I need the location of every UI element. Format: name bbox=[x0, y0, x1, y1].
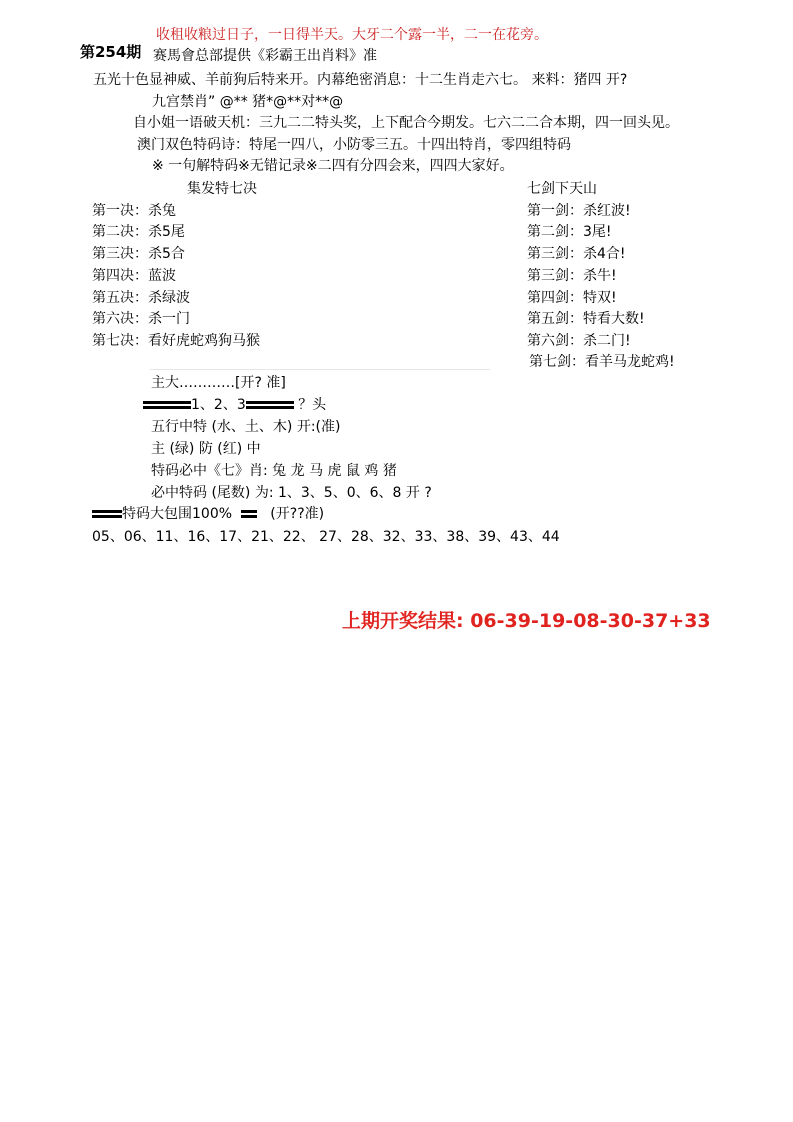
color-line: 主 (绿) 防 (红) 中 bbox=[151, 441, 261, 457]
intro-line-2: 九宫禁肖” @** 猪*@**对**@ bbox=[152, 94, 344, 110]
right-column-title: 七剑下天山 bbox=[527, 181, 597, 197]
left-column-title: 集发特七决 bbox=[187, 181, 257, 197]
package-line bbox=[92, 505, 324, 523]
right-item: 第一剑：杀红波! bbox=[527, 203, 631, 219]
package-text: 特码大包围100% bbox=[122, 506, 233, 522]
left-item: 第二决：杀5尾 bbox=[92, 224, 185, 240]
head-text-b: ？头 bbox=[298, 397, 327, 413]
right-item: 第五剑：特看大数! bbox=[527, 311, 645, 327]
left-item: 第七决：看好虎蛇鸡狗马猴 bbox=[92, 333, 260, 349]
triple-bar-icon bbox=[143, 399, 191, 411]
intro-line-4: 澳门双色特码诗：特尾一四八，小防零三五。十四出特肖，零四组特码 bbox=[137, 137, 571, 153]
right-item: 第三剑：杀4合! bbox=[527, 246, 626, 262]
double-bar-icon bbox=[92, 508, 122, 520]
left-item: 第五决：杀绿波 bbox=[92, 290, 190, 306]
double-bar-icon bbox=[241, 508, 257, 520]
main-big-line: 主大…………[开? 准] bbox=[151, 375, 286, 391]
left-item: 第四决：蓝波 bbox=[92, 268, 176, 284]
slogan: 收租收粮过日子，一日得半天。大牙二个露一半，二一在花旁。 bbox=[156, 27, 548, 43]
package-status: (开??准) bbox=[270, 506, 325, 522]
triple-bar-icon bbox=[246, 399, 294, 411]
right-item: 第四剑：特双! bbox=[527, 290, 617, 306]
wuxing-line: 五行中特 (水、土、木) 开:(准) bbox=[151, 419, 341, 435]
left-item: 第三决：杀5合 bbox=[92, 246, 185, 262]
tail-line: 必中特码 (尾数) 为: 1、3、5、0、6、8 开 ? bbox=[151, 485, 432, 501]
right-item: 第二剑：3尾! bbox=[527, 224, 612, 240]
left-item: 第一决：杀兔 bbox=[92, 203, 176, 219]
head-line bbox=[143, 396, 326, 414]
head-text-a: 1、2、3 bbox=[191, 397, 246, 413]
intro-line-3: 自小姐一语破天机：三九二二特头奖，上下配合今期发。七六二二合本期，四一回头见。 bbox=[133, 115, 679, 131]
right-item: 第七剑：看羊马龙蛇鸡! bbox=[529, 354, 675, 370]
special-zodiac-line: 特码必中《七》肖: 兔 龙 马 虎 鼠 鸡 猪 bbox=[151, 463, 397, 479]
numbers-line: 05、06、11、16、17、21、22、 27、28、32、33、38、39、43、44 bbox=[92, 529, 560, 545]
intro-line-5: ※ 一句解特码※无错记录※二四有分四会来，四四大家好。 bbox=[152, 158, 514, 174]
last-result: 上期开奖结果: 06-39-19-08-30-37+33 bbox=[342, 610, 711, 632]
left-item: 第六决：杀一门 bbox=[92, 311, 190, 327]
right-item: 第六剑：杀二门! bbox=[527, 333, 631, 349]
issue-number: 第254期 bbox=[80, 43, 142, 61]
source-line: 赛馬會总部提供《彩霸王出肖料》准 bbox=[153, 48, 377, 64]
divider bbox=[150, 369, 490, 370]
intro-line-1: 五光十色显神威、羊前狗后特来开。内幕绝密消息：十二生肖走六七。 来料：猪四 开? bbox=[93, 72, 628, 88]
right-item: 第三剑：杀牛! bbox=[527, 268, 617, 284]
